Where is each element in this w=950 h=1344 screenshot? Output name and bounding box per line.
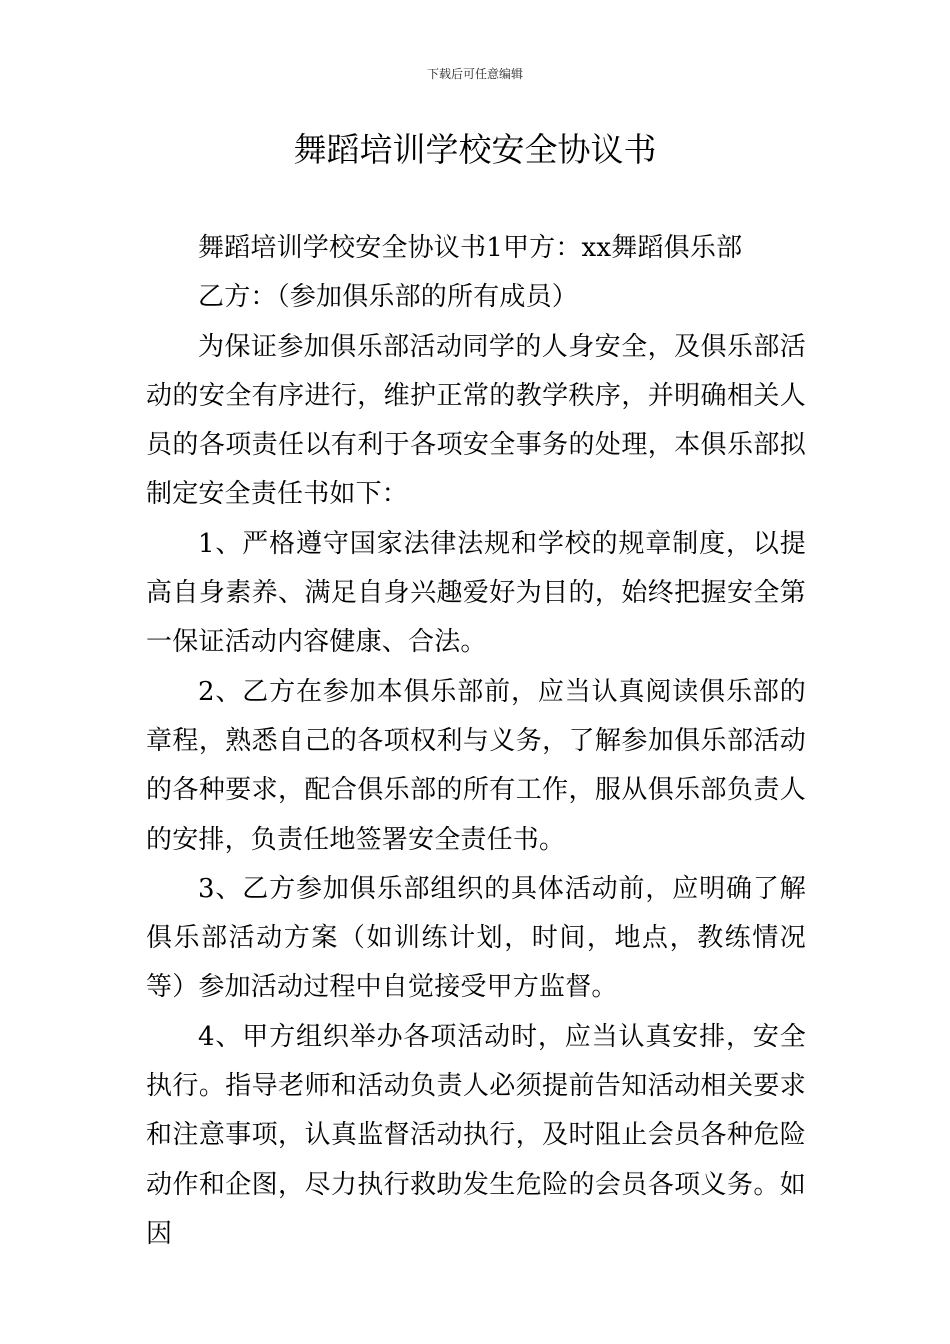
paragraph-clause-4: 4、甲方组织举办各项活动时，应当认真安排，安全执行。指导老师和活动负责人必须提前告知活动相关要求和注意事项，认真监督活动执行，及时阻止会员各种危险动作和企图，尽力执行救助发生危险的会员各项义务。如因 <box>146 1021 806 1249</box>
paragraph-party-a: 舞蹈培训学校安全协议书1甲方：xx舞蹈俱乐部 <box>198 233 743 263</box>
paragraph-intro: 为保证参加俱乐部活动同学的人身安全，及俱乐部活动的安全有序进行，维护正常的教学秩序，并明确相关人员的各项责任以有利于各项安全事务的处理，本俱乐部拟制定安全责任书如下： <box>146 331 806 510</box>
document-body <box>146 224 806 1259</box>
paragraph-clause-3: 3、乙方参加俱乐部组织的具体活动前，应明确了解俱乐部活动方案（如训练计划，时间，地点，教练情况等）参加活动过程中自觉接受甲方监督。 <box>146 873 806 1003</box>
paragraph-clause-2: 2、乙方在参加本俱乐部前，应当认真阅读俱乐部的章程，熟悉自己的各项权利与义务，了解参加俱乐部活动的各种要求，配合俱乐部的所有工作，服从俱乐部负责人的安排，负责任地签署安全责任书。 <box>146 676 806 855</box>
header-note: 下载后可任意编辑 <box>426 67 523 81</box>
paragraph-clause-1: 1、严格遵守国家法律法规和学校的规章制度，以提高自身素养、满足自身兴趣爱好为目的，始终把握安全第一保证活动内容健康、合法。 <box>146 528 806 658</box>
paragraph-party-b: 乙方：（参加俱乐部的所有成员） <box>198 282 579 313</box>
document-title: 舞蹈培训学校安全协议书 <box>293 130 657 169</box>
